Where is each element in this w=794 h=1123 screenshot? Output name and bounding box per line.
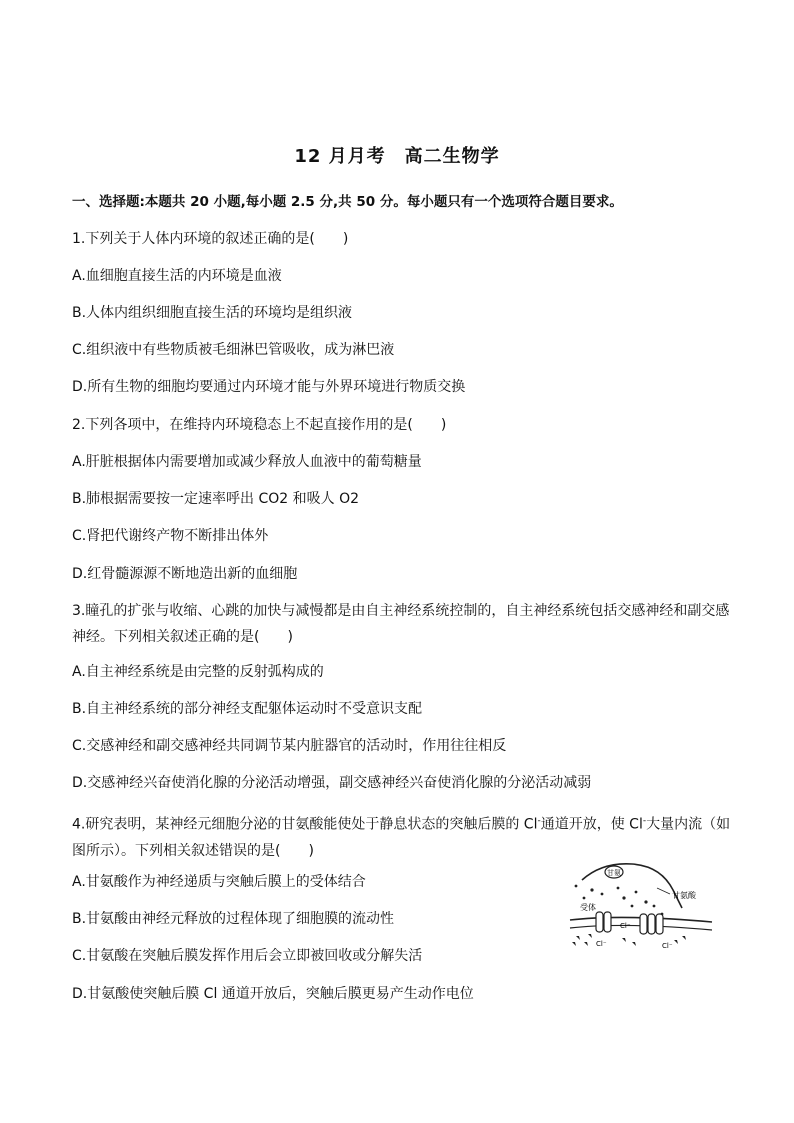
question-2-stem: 2.下列各项中，在维持内环境稳态上不起直接作用的是( ) <box>72 417 447 433</box>
synapse-diagram <box>562 858 722 954</box>
presynaptic-membrane <box>582 864 682 908</box>
question-1-stem: 1.下列关于人体内环境的叙述正确的是( ) <box>72 231 349 247</box>
question-1-option-d: D.所有生物的细胞均要通过内环境才能与外界环境进行物质交换 <box>72 379 466 395</box>
chloride-superscript: - <box>537 816 541 826</box>
chloride-label-3: Cl⁻ <box>662 942 673 950</box>
glycine-pointer <box>657 888 670 894</box>
question-4-option-d: D.甘氨酸使突触后膜 Cl 通道开放后，突触后膜更易产生动作电位 <box>72 986 474 1002</box>
question-3-option-c: C.交感神经和副交感神经共同调节某内脏器官的活动时，作用往往相反 <box>72 738 507 754</box>
question-4-stem <box>72 808 732 864</box>
question-3-stem: 3.瞳孔的扩张与收缩、心跳的加快与减慢都是由自主神经系统控制的，自主神经系统包括交感神经和副交感神经。下列相关叙述正确的是( ) <box>72 603 730 645</box>
chloride-superscript: - <box>642 816 647 826</box>
question-3-option-b: B.自主神经系统的部分神经支配躯体运动时不受意识支配 <box>72 701 423 717</box>
page-title: 12 月月考 高二生物学 <box>294 146 500 167</box>
glycine-label: 甘氨酸 <box>672 891 696 900</box>
question-4-option-a: A.甘氨酸作为神经递质与突触后膜上的受体结合 <box>72 874 366 890</box>
question-1-option-a: A.血细胞直接生活的内环境是血液 <box>72 268 282 284</box>
receptor-label: 受体 <box>580 903 596 912</box>
question-3-option-d: D.交感神经兴奋使消化腺的分泌活动增强，副交感神经兴奋使消化腺的分泌活动减弱 <box>72 775 592 791</box>
question-4-stem-part2: 通道开放，使 Cl <box>540 816 643 833</box>
question-2-option-a: A.肝脏根据体内需要增加或减少释放人血液中的葡萄糖量 <box>72 454 422 470</box>
question-4-stem-part1: 4.研究表明，某神经元细胞分泌的甘氨酸能使处于静息状态的突触后膜的 Cl <box>72 816 538 833</box>
chloride-label-2: Cl⁻ <box>596 940 607 948</box>
question-2-option-b: B.肺根据需要按一定速率呼出 CO2 和吸人 O2 <box>72 491 360 507</box>
question-4-option-c: C.甘氨酸在突触后膜发挥作用后会立即被回收或分解失活 <box>72 948 423 964</box>
question-1-option-c: C.组织液中有些物质被毛细淋巴管吸收，成为淋巴液 <box>72 342 395 358</box>
chloride-label-1: Cl⁻ <box>620 922 631 930</box>
vesicle-label: 甘氨 <box>607 869 621 877</box>
question-4-stem-part3: 大量内流（如图所示）。下列相关叙述错误的是( ) <box>72 816 731 859</box>
question-3-option-a: A.自主神经系统是由完整的反射弧构成的 <box>72 664 324 680</box>
question-2-option-d: D.红骨髓源源不断地造出新的血细胞 <box>72 566 298 582</box>
section-heading: 一、选择题:本题共 20 小题,每小题 2.5 分,共 50 分。每小题只有一个选项符合题目要求。 <box>72 194 623 210</box>
question-1-option-b: B.人体内组织细胞直接生活的环境均是组织液 <box>72 305 353 321</box>
question-2-option-c: C.肾把代谢终产物不断排出体外 <box>72 528 269 544</box>
question-4-option-b: B.甘氨酸由神经元释放的过程体现了细胞膜的流动性 <box>72 911 395 927</box>
